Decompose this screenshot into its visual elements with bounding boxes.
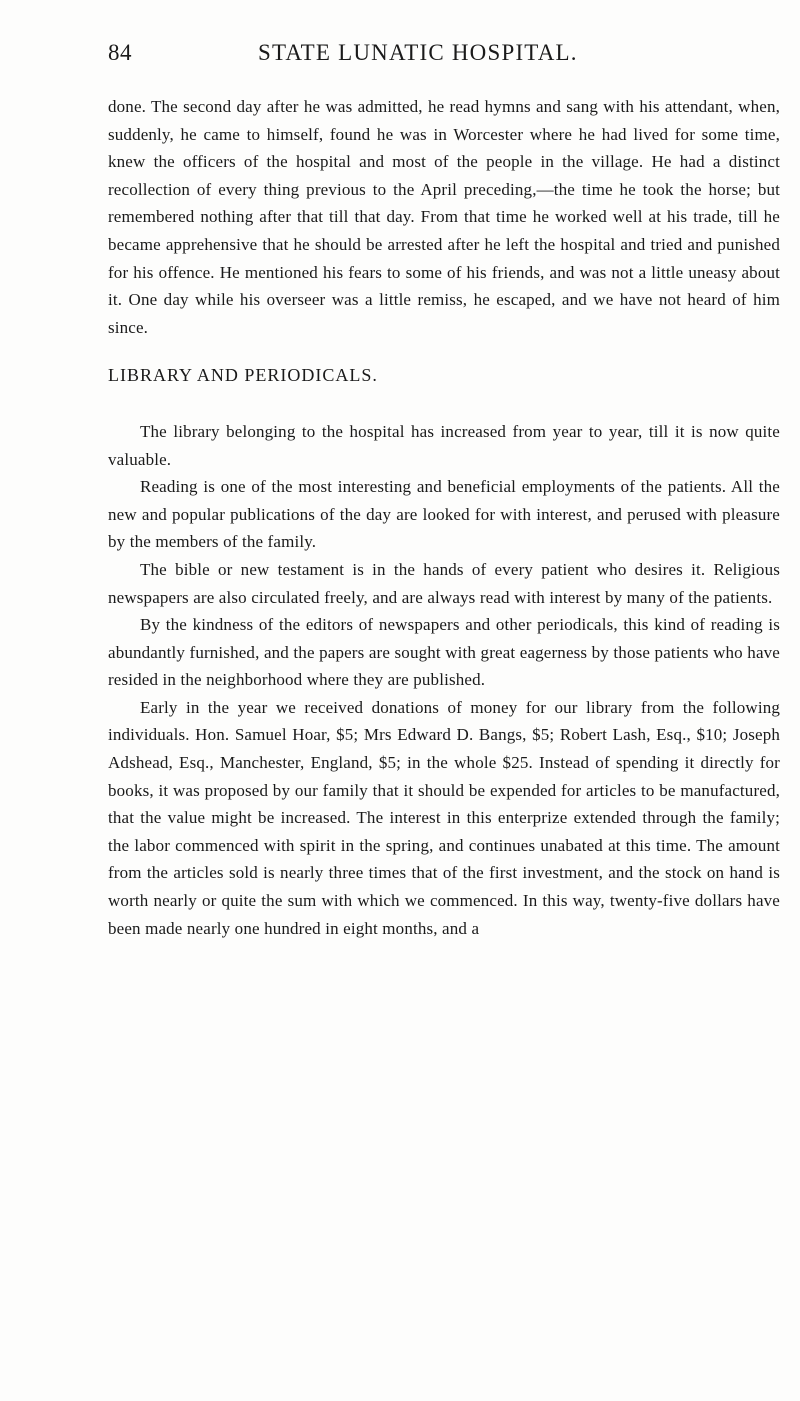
paragraph-continuation: done. The second day after he was admitted, he read hymns and sang with his attendant, when, suddenly, he came to himself, found he was in Worcester where he had lived for some time, knew the officers of the hospital and most of the people in the village. He had a distinct recollection of every thing previous to the April preceding,—the time he took the horse; but remembered nothing after that till that day. From that time he worked well at his trade, till he became apprehensive that he should be arrested after he left the hospital and tried and punished for his offence. He mentioned his fears to some of his friends, and was not a little uneasy about it. One day while his overseer was a little remiss, he escaped, and we have not heard of him since. <box>108 97 780 337</box>
paragraph: By the kindness of the editors of newspapers and other periodicals, this kind of reading is abundantly furnished, and the papers are sought with great eagerness by those patients who have resided in the neighborhood where they are published. <box>108 615 780 690</box>
running-head: STATE LUNATIC HOSPITAL. <box>258 40 578 65</box>
paragraph: The bible or new testament is in the hands of every patient who desires it. Religious newspapers are also circulated freely, and are always read with interest by many of the patients. <box>108 559 780 607</box>
page-number: 84 <box>108 40 132 65</box>
paragraph: Early in the year we received donations of money for our library from the following individuals. Hon. Samuel Hoar, $5; Mrs Edward D. Bangs, $5; Robert Lash, Esq., $10; Joseph Adshead, Esq., Manchester, England, $5; in the whole $25. Instead of spending it directly for books, it was proposed by our family that it should be expended for articles to be manufactured, that the value might be increased. The interest in this enterprize extended through the family; the labor commenced with spirit in the spring, and continues unabated at this time. The amount from the articles sold is nearly three times that of the first investment, and the stock on hand is worth nearly or quite the sum with which we commenced. In this way, twenty-five dollars have been made nearly one hundred in eight months, and a <box>108 697 780 938</box>
body-text <box>108 93 780 942</box>
section-heading: LIBRARY AND PERIODICALS. <box>108 365 378 386</box>
page-header <box>108 40 625 80</box>
paragraph: Reading is one of the most interesting and beneficial employments of the patients. All the new and popular publications of the day are looked for with interest, and perused with pleasure by the members of the family. <box>108 477 780 552</box>
paragraph: The library belonging to the hospital has increased from year to year, till it is now quite valuable. <box>108 421 780 469</box>
